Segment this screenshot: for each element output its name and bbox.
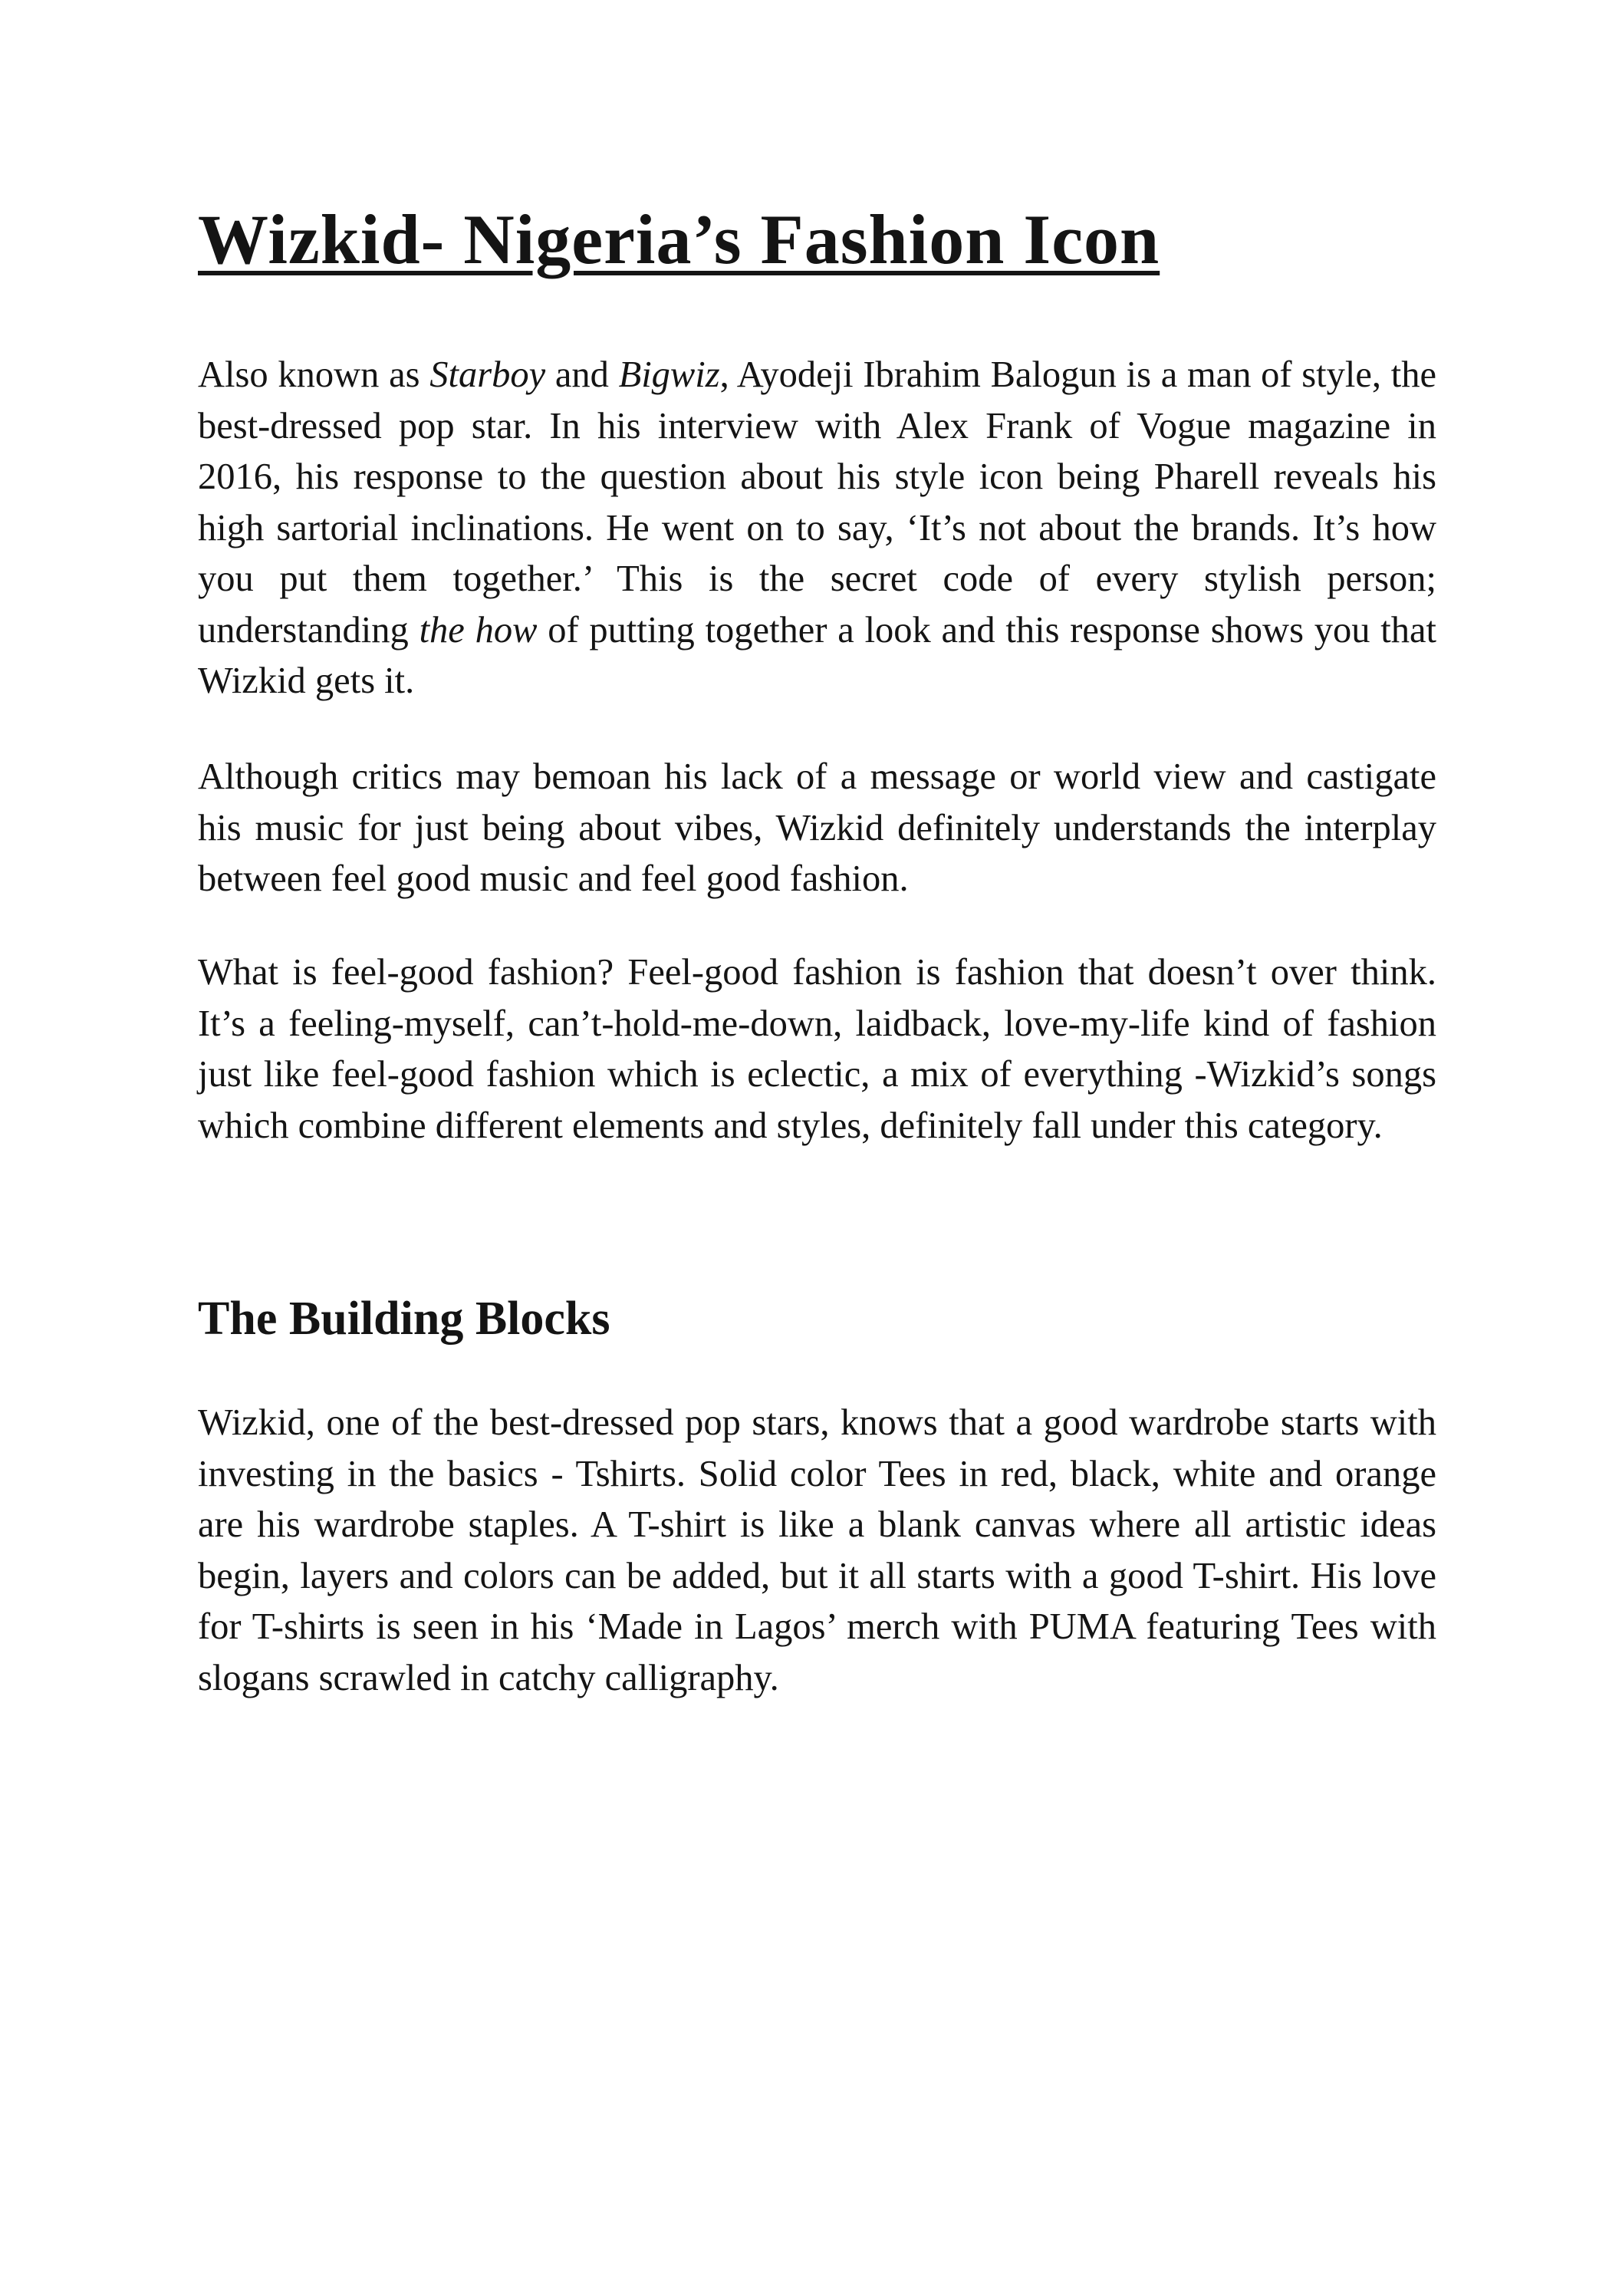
emphasis-the-how: the how <box>419 609 538 651</box>
section-heading: The Building Blocks <box>198 1293 610 1345</box>
intro-text-end: of putting together a look and this response shows you that Wizkid gets it. <box>198 609 1436 701</box>
nickname-bigwiz: Bigwiz <box>618 354 720 395</box>
nickname-starboy: Starboy <box>429 354 546 395</box>
feel-good-fashion-paragraph: What is feel-good fashion? Feel-good fashion is fashion that doesn’t over think. It’s a feeling-myself, can’t-hold-me-down, laidback, love-my-life kind of fashion just like feel-good fashion which is eclectic, a mix of everything -Wizkid’s songs which combine different elements and styles, definitely fall under this category. <box>198 952 1436 1146</box>
critics-paragraph: Although critics may bemoan his lack of a message or world view and castigate his music for just being about vibes, Wizkid definitely understands the interplay between feel good music and feel good fashion. <box>198 756 1436 899</box>
intro-text-middle: , Ayodeji Ibrahim Balogun is a man of style, the best-dressed pop star. In his interview with Alex Frank of Vogue magazine in 2016, his response to the question about his style icon being Pharell reveals his high sartorial inclinations. He went on to say, ‘It’s not about the brands. It’s how you put them together.’ This is the secret code of every stylish person; understanding <box>198 354 1436 651</box>
intro-text-start: Also known as <box>198 354 430 395</box>
intro-text-and: and <box>545 354 619 395</box>
building-blocks-paragraph: Wizkid, one of the best-dressed pop stars, knows that a good wardrobe starts with investing in the basics - Tshirts. Solid color Tees in red, black, white and orange are his wardrobe staples. A T-shirt is like a blank canvas where all artistic ideas begin, layers and colors can be added, but it all starts with a good T-shirt. His love for T-shirts is seen in his ‘Made in Lagos’ merch with PUMA featuring Tees with slogans scrawled in catchy calligraphy. <box>198 1402 1436 1698</box>
document-title: Wizkid- Nigeria’s Fashion Icon <box>198 200 1160 278</box>
intro-paragraph <box>198 350 1436 707</box>
